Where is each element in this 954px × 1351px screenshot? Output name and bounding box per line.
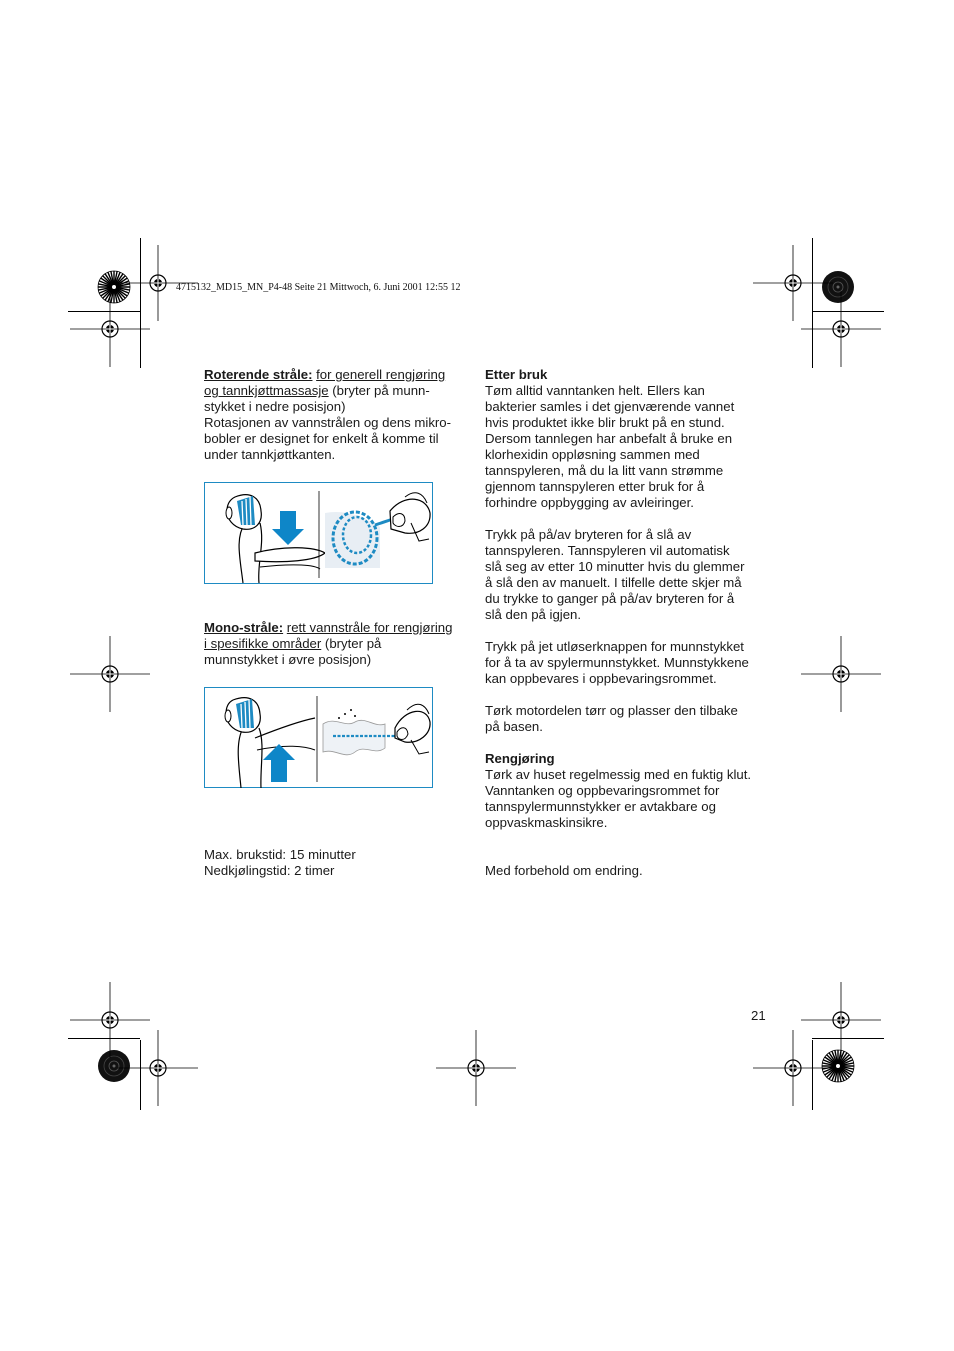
text-line: bakterier samles i det gjenværende vannet bbox=[485, 399, 735, 414]
rotating-jet-paragraph bbox=[204, 367, 474, 463]
rotating-jet-title: Roterende stråle: bbox=[204, 367, 313, 382]
cooldown-time: Nedkjølingstid: 2 timer bbox=[204, 863, 335, 878]
reservation-note bbox=[485, 863, 775, 879]
text-line: Tørk av huset regelmessig med en fuktig klut. bbox=[485, 767, 752, 782]
text-line: Trykk på jet utløserknappen for munnstykket bbox=[485, 639, 744, 654]
reservation-text: Med forbehold om endring. bbox=[485, 863, 643, 878]
rotating-jet-line: under tannkjøttkanten. bbox=[204, 447, 336, 462]
text-line: tannspyleren, må du la litt vann strømme bbox=[485, 463, 724, 478]
mono-jet-underlined-1: rett vannstråle for rengjøring bbox=[286, 620, 453, 635]
text-line: slå den på igjen. bbox=[485, 607, 582, 622]
left-column bbox=[204, 367, 474, 463]
text-line: klorhexidin oppløsning sammen med bbox=[485, 447, 700, 462]
text-line: for å ta av spylermunnstykket. Munnstykkene bbox=[485, 655, 749, 670]
text-line: kan oppbevares i oppbevaringsrommet. bbox=[485, 671, 717, 686]
text-line: Trykk på på/av bryteren for å slå av bbox=[485, 527, 692, 542]
mono-jet-text: (bryter på bbox=[321, 636, 382, 651]
text-line: Dersom tannlegen har anbefalt å bruke en bbox=[485, 431, 733, 446]
usage-time bbox=[204, 847, 474, 879]
text-line: Tøm alltid vanntanken helt. Ellers kan bbox=[485, 383, 705, 398]
left-column-mono bbox=[204, 620, 474, 668]
right-column bbox=[485, 367, 775, 831]
text-line: tannspylermunnstykker er avtakbare og bbox=[485, 799, 716, 814]
rotating-jet-underlined-1: for generell rengjøring bbox=[316, 367, 446, 382]
text-line: Vanntanken og oppbevaringsrommet for bbox=[485, 783, 720, 798]
after-use-text bbox=[485, 383, 775, 511]
mono-jet-paragraph bbox=[204, 620, 474, 668]
rotating-jet-line: stykket i nedre posisjon) bbox=[204, 399, 346, 414]
cleaning-text bbox=[485, 767, 775, 831]
text-line: å slå den av manuelt. I tilfelle dette skjer må bbox=[485, 575, 742, 590]
text-line: du trykke to ganger på på/av bryteren for å bbox=[485, 591, 735, 606]
mono-jet-title: Mono-stråle: bbox=[204, 620, 284, 635]
text-line: oppvaskmaskinsikre. bbox=[485, 815, 608, 830]
rotating-jet-text: (bryter på munn- bbox=[328, 383, 430, 398]
mono-jet-illustration bbox=[204, 687, 433, 788]
text-line: slå seg av etter 10 minutter hvis du glemmer bbox=[485, 559, 745, 574]
page-number: 21 bbox=[751, 1008, 766, 1023]
text-line: Tørk motordelen tørr og plasser den tilbake bbox=[485, 703, 738, 718]
print-slug: 4715132_MD15_MN_P4-48 Seite 21 Mittwoch, 6. Juni 2001 12:55 12 bbox=[176, 282, 461, 293]
release-button-text bbox=[485, 639, 775, 687]
max-usage-time: Max. brukstid: 15 minutter bbox=[204, 847, 356, 862]
mono-jet-line: munnstykket i øvre posisjon) bbox=[204, 652, 372, 667]
text-line: hvis produktet ikke blir brukt på en stund. bbox=[485, 415, 725, 430]
after-use-title: Etter bruk bbox=[485, 367, 548, 382]
mono-jet-underlined-2: i spesifikke områder bbox=[204, 636, 322, 651]
cleaning-title: Rengjøring bbox=[485, 751, 555, 766]
text-line: tannspyleren. Tannspyleren vil automatisk bbox=[485, 543, 730, 558]
text-line: på basen. bbox=[485, 719, 543, 734]
rotating-jet-line: Rotasjonen av vannstrålen og dens mikro- bbox=[204, 415, 452, 430]
rotating-jet-underlined-2: og tannkjøttmassasje bbox=[204, 383, 329, 398]
rotating-jet-line: bobler er designet for enkelt å komme til bbox=[204, 431, 439, 446]
dry-motor-text bbox=[485, 703, 775, 735]
rotating-jet-illustration bbox=[204, 482, 433, 584]
text-line: forhindre oppbygging av avleiringer. bbox=[485, 495, 694, 510]
text-line: gjennom tannspyleren etter bruk for å bbox=[485, 479, 705, 494]
switch-off-text bbox=[485, 527, 775, 623]
